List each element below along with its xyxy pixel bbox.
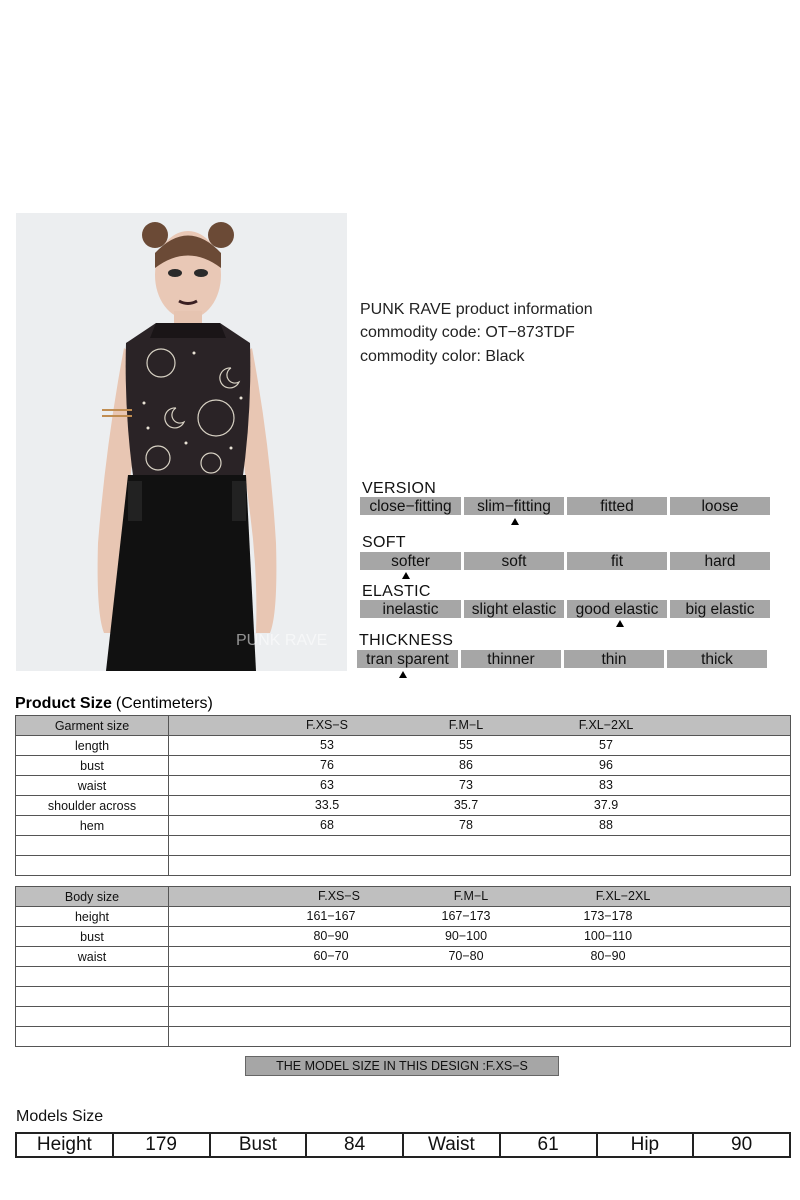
- row-label: bust: [16, 927, 169, 947]
- table-cell: 60−70: [313, 949, 349, 963]
- product-size-unit: (Centimeters): [115, 695, 213, 712]
- table-cell: 33.5: [314, 798, 340, 812]
- table-header-row: [16, 887, 791, 907]
- row-values: [169, 907, 791, 927]
- empty-cell: [16, 836, 169, 856]
- body-size-table: [15, 886, 791, 1047]
- header-values: [169, 716, 791, 736]
- elastic-option: big elastic: [670, 600, 770, 618]
- empty-cell: [16, 1027, 169, 1047]
- header-cell: F.XS−S: [305, 718, 349, 732]
- model-height-value: 179: [113, 1133, 210, 1157]
- row-label: bust: [16, 756, 169, 776]
- row-values: [169, 756, 791, 776]
- model-waist-label: Waist: [403, 1133, 500, 1157]
- table-cell: 86: [459, 758, 473, 772]
- elastic-option: inelastic: [360, 600, 461, 618]
- model-bust-label: Bust: [210, 1133, 307, 1157]
- thickness-selected-marker: [399, 671, 407, 678]
- table-cell: 80−90: [313, 929, 349, 943]
- version-option: fitted: [567, 497, 667, 515]
- table-row: [16, 927, 791, 947]
- model-size-note: THE MODEL SIZE IN THIS DESIGN :F.XS−S: [245, 1056, 559, 1076]
- soft-title: SOFT: [362, 534, 406, 551]
- empty-cell: [16, 856, 169, 876]
- table-cell: 63: [320, 778, 334, 792]
- table-row-empty: [16, 987, 791, 1007]
- table-cell: 173−178: [583, 909, 633, 923]
- soft-option: fit: [567, 552, 667, 570]
- thickness-option: thick: [667, 650, 767, 668]
- model-hip-value: 90: [693, 1133, 790, 1157]
- table-row: [16, 776, 791, 796]
- table-cell: 35.7: [453, 798, 479, 812]
- empty-cell: [169, 856, 791, 876]
- thickness-option: thin: [564, 650, 664, 668]
- table-row-empty: [16, 836, 791, 856]
- table-cell: 100−110: [583, 929, 633, 943]
- row-label: waist: [16, 947, 169, 967]
- garment-size-table: [15, 715, 791, 876]
- table-cell: 167−173: [441, 909, 491, 923]
- thickness-option: thinner: [461, 650, 561, 668]
- empty-cell: [16, 967, 169, 987]
- header-cell: F.M−L: [448, 718, 484, 732]
- row-values: [169, 776, 791, 796]
- row-label: waist: [16, 776, 169, 796]
- header-cell: F.XL−2XL: [578, 718, 634, 732]
- table-row: [16, 907, 791, 927]
- empty-cell: [169, 987, 791, 1007]
- row-label: length: [16, 736, 169, 756]
- header-cell: Garment size: [16, 716, 169, 736]
- version-option: close−fitting: [360, 497, 461, 515]
- table-cell: 70−80: [448, 949, 484, 963]
- table-cell: 57: [599, 738, 613, 752]
- thickness-option: tran sparent: [357, 650, 458, 668]
- table-cell: 83: [599, 778, 613, 792]
- header-cell: Body size: [16, 887, 169, 907]
- product-size-heading: [15, 695, 213, 713]
- version-option: slim−fitting: [464, 497, 564, 515]
- commodity-code: commodity code: OT−873TDF: [360, 324, 575, 341]
- empty-cell: [16, 987, 169, 1007]
- table-row-empty: [16, 1027, 791, 1047]
- table-row: [16, 947, 791, 967]
- models-size-table: [15, 1132, 791, 1158]
- row-values: [169, 947, 791, 967]
- header-cell: F.M−L: [453, 889, 489, 903]
- elastic-selected-marker: [616, 620, 624, 627]
- header-cell: F.XS−S: [317, 889, 361, 903]
- table-header-row: [16, 716, 791, 736]
- soft-option: soft: [464, 552, 564, 570]
- table-cell: 78: [459, 818, 473, 832]
- table-row: [16, 796, 791, 816]
- row-label: hem: [16, 816, 169, 836]
- soft-selected-marker: [402, 572, 410, 579]
- empty-cell: [169, 1007, 791, 1027]
- row-values: [169, 736, 791, 756]
- model-illustration: [16, 213, 347, 671]
- product-size-title: Product Size: [15, 695, 112, 712]
- row-values: [169, 796, 791, 816]
- table-row-empty: [16, 1007, 791, 1027]
- table-cell: 90−100: [444, 929, 488, 943]
- soft-option: hard: [670, 552, 770, 570]
- thickness-title: THICKNESS: [359, 632, 454, 649]
- row-values: [169, 816, 791, 836]
- table-cell: 55: [459, 738, 473, 752]
- table-cell: 80−90: [590, 949, 626, 963]
- table-cell: 53: [320, 738, 334, 752]
- table-row-empty: [16, 967, 791, 987]
- table-cell: 73: [459, 778, 473, 792]
- table-cell: 68: [320, 818, 334, 832]
- watermark: PUNK RAVE: [236, 632, 328, 649]
- version-option: loose: [670, 497, 770, 515]
- product-photo: [16, 213, 347, 671]
- empty-cell: [16, 1007, 169, 1027]
- empty-cell: [169, 967, 791, 987]
- table-row: [16, 736, 791, 756]
- table-cell: 76: [320, 758, 334, 772]
- elastic-option: good elastic: [567, 600, 667, 618]
- table-row: [16, 756, 791, 776]
- soft-option: softer: [360, 552, 461, 570]
- model-bust-value: 84: [306, 1133, 403, 1157]
- row-label: shoulder across: [16, 796, 169, 816]
- row-values: [169, 927, 791, 947]
- version-title: VERSION: [362, 480, 437, 497]
- elastic-title: ELASTIC: [362, 583, 431, 600]
- empty-cell: [169, 836, 791, 856]
- model-height-label: Height: [16, 1133, 113, 1157]
- model-hip-label: Hip: [597, 1133, 694, 1157]
- header-values: [169, 887, 791, 907]
- models-size-row: [16, 1133, 790, 1157]
- model-waist-value: 61: [500, 1133, 597, 1157]
- commodity-color: commodity color: Black: [360, 348, 525, 365]
- row-label: height: [16, 907, 169, 927]
- version-selected-marker: [511, 518, 519, 525]
- header-cell: F.XL−2XL: [595, 889, 651, 903]
- table-cell: 37.9: [593, 798, 619, 812]
- table-row: [16, 816, 791, 836]
- models-size-title: Models Size: [16, 1108, 104, 1125]
- table-cell: 88: [599, 818, 613, 832]
- table-row-empty: [16, 856, 791, 876]
- table-cell: 96: [599, 758, 613, 772]
- empty-cell: [169, 1027, 791, 1047]
- info-title: PUNK RAVE product information: [360, 301, 593, 318]
- elastic-option: slight elastic: [464, 600, 564, 618]
- table-cell: 161−167: [306, 909, 356, 923]
